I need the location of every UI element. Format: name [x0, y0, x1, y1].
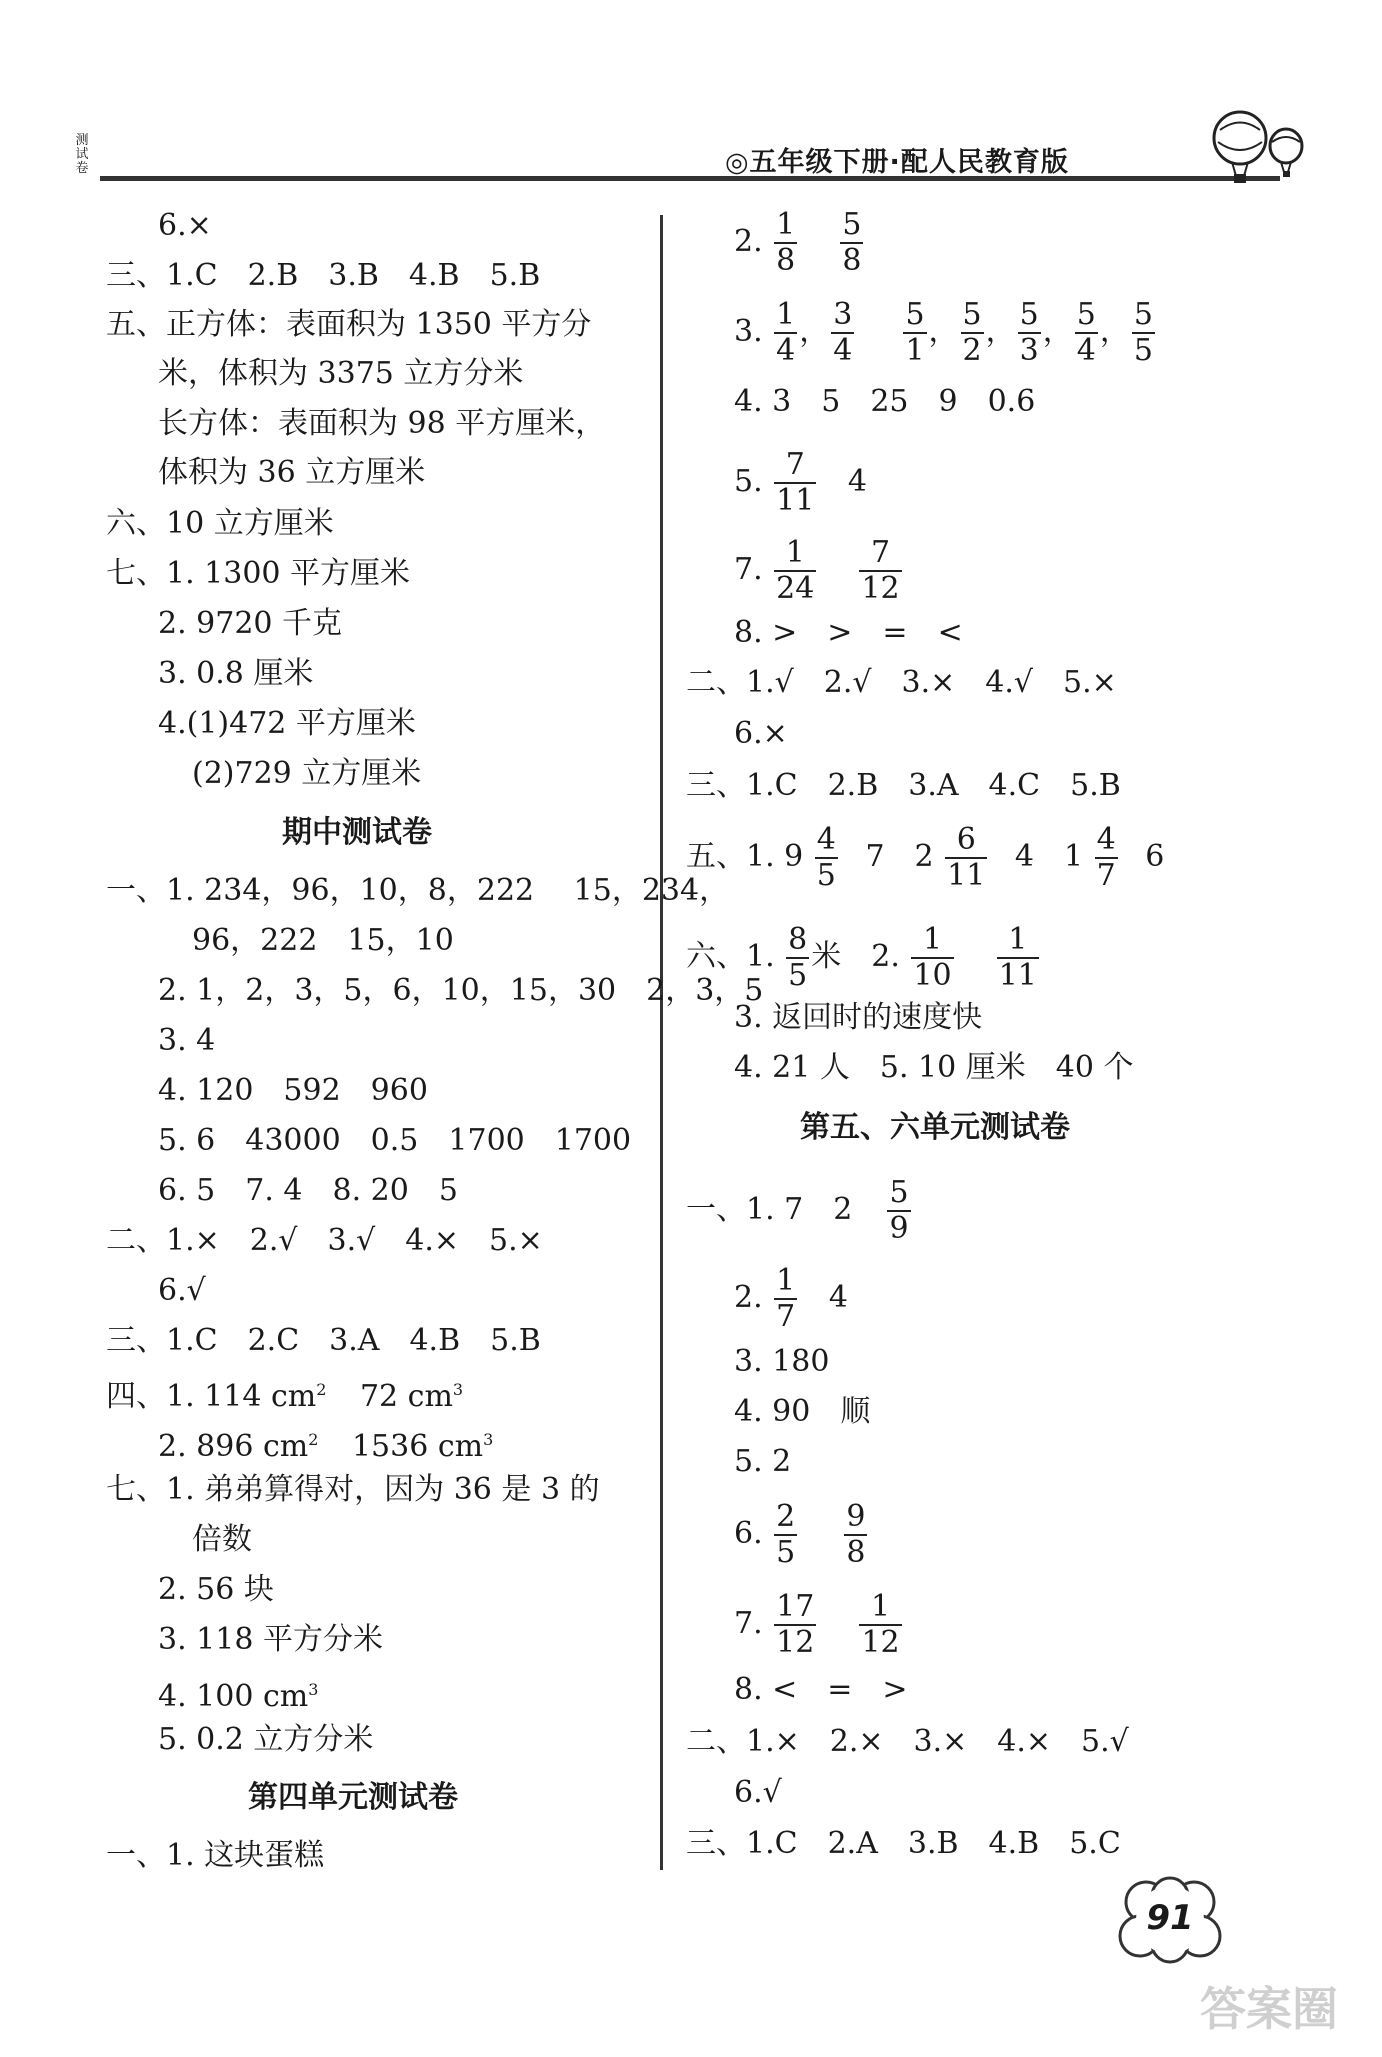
answer-line: 七、1. 1300 平方厘米 — [106, 556, 411, 591]
watermark-logo — [1200, 1975, 1370, 2045]
answer-line: 二、1.× 2.√ 3.√ 4.× 5.× — [106, 1223, 543, 1258]
answer-line: 3. 返回时的速度快 — [734, 1000, 983, 1035]
answer-line: 2. 56 块 — [158, 1572, 274, 1607]
header-title: ◎五年级下册·配人民教育版 — [725, 147, 1069, 178]
answer-line — [734, 447, 867, 518]
answer-text: 3. — [734, 314, 763, 349]
answer-line: 一、1. 234，96，10，8，222 15，234， — [106, 873, 730, 908]
answer-line: 七、1. 弟弟算得对，因为 36 是 3 的 — [106, 1472, 600, 1507]
answer-text: 4 — [847, 464, 867, 499]
answer-line — [158, 1672, 318, 1715]
answer-line: 5. 2 — [734, 1444, 792, 1479]
answer-text: 4 1 — [1014, 839, 1084, 874]
fraction: $\frac{7}{12}$ — [861, 535, 900, 606]
fraction: $\frac{7}{11}$ — [776, 447, 815, 518]
answer-line: 三、1.C 2.C 3.A 4.B 5.B — [106, 1323, 541, 1358]
fraction: $\frac{5}{8}$ — [842, 207, 862, 278]
answer-line — [686, 1175, 913, 1246]
answer-line: 一、1. 这块蛋糕 — [106, 1838, 325, 1873]
answer-line — [734, 535, 904, 606]
answer-line: 体积为 36 立方厘米 — [158, 455, 426, 490]
answer-line — [106, 1372, 463, 1415]
fraction: $\frac{3}{4}$ — [833, 297, 853, 368]
answer-line: 6.√ — [158, 1273, 206, 1308]
fraction: $\frac{5}{1}$ — [905, 297, 925, 368]
answer-line: 4. 3 5 25 9 0.6 — [734, 384, 1036, 419]
watermark-text: 答案圈 — [1200, 1982, 1338, 2036]
answer-line: 6. 5 7. 4 8. 20 5 — [158, 1173, 458, 1208]
answer-line: 二、1.√ 2.√ 3.× 4.√ 5.× — [686, 665, 1117, 700]
superscript: 2 — [316, 1380, 327, 1399]
answer-line: 倍数 — [192, 1522, 252, 1557]
answer-line — [686, 922, 1041, 993]
fraction: $\frac{17}{12}$ — [776, 1589, 815, 1660]
fraction: $\frac{5}{3}$ — [1019, 297, 1039, 368]
page-header — [70, 110, 1310, 210]
answer-line: 3. 0.8 厘米 — [158, 656, 314, 691]
fraction: $\frac{4}{5}$ — [816, 822, 836, 893]
fraction: $\frac{1}{4}$ — [776, 297, 796, 368]
answer-line: 6.× — [734, 716, 788, 751]
answer-line: 六、10 立方厘米 — [106, 506, 334, 541]
superscript: 2 — [308, 1430, 319, 1449]
column-divider — [660, 215, 663, 1870]
answer-line — [734, 1589, 904, 1660]
fraction: $\frac{5}{5}$ — [1133, 297, 1153, 368]
fraction: $\frac{5}{2}$ — [962, 297, 982, 368]
answer-line: 8. > > = < — [734, 615, 963, 650]
answer-line: 三、1.C 2.B 3.A 4.C 5.B — [686, 768, 1121, 803]
fraction: $\frac{9}{8}$ — [846, 1499, 866, 1570]
answer-line: 米，体积为 3375 立方分米 — [158, 356, 524, 391]
answer-line: 3. 4 — [158, 1023, 216, 1058]
fraction: $\frac{1}{8}$ — [776, 207, 796, 278]
answer-text: 2. — [734, 1280, 763, 1315]
superscript: 3 — [452, 1380, 464, 1399]
answer-line — [734, 207, 865, 278]
answer-line: 6.√ — [734, 1775, 782, 1810]
answer-text: 6. — [734, 1516, 763, 1551]
answer-text: 2. 896 cm — [158, 1429, 309, 1464]
answer-line: 4. 120 592 960 — [158, 1073, 428, 1108]
answer-text: 一、1. 7 2 — [686, 1192, 853, 1227]
fraction: $\frac{1}{12}$ — [861, 1589, 900, 1660]
answer-text: 六、1. — [686, 939, 775, 974]
answer-line: 长方体：表面积为 98 平方厘米， — [158, 406, 606, 441]
answer-text: 1536 cm — [351, 1429, 484, 1464]
superscript: 3 — [308, 1680, 319, 1699]
answer-text: 五、1. 9 — [686, 839, 804, 874]
answer-line: 96，222 15，10 — [192, 923, 454, 958]
section-heading-unit5-6: 第五、六单元测试卷 — [800, 1110, 1070, 1145]
answer-text: 米 2. — [811, 939, 900, 974]
answer-line: 4. 21 人 5. 10 厘米 40 个 — [734, 1050, 1134, 1085]
fraction: $\frac{1}{10}$ — [913, 922, 952, 993]
superscript: 3 — [483, 1430, 494, 1449]
answer-line: 5. 6 43000 0.5 1700 1700 — [158, 1123, 632, 1158]
answer-line: 二、1.× 2.× 3.× 4.× 5.√ — [686, 1724, 1129, 1759]
fraction: $\frac{1}{24}$ — [776, 535, 815, 606]
page-number: 91 — [1146, 1898, 1194, 1938]
fraction: $\frac{6}{11}$ — [947, 822, 986, 893]
answer-text: 4 — [828, 1280, 848, 1315]
fraction: $\frac{1}{7}$ — [776, 1263, 796, 1334]
answer-line: 4.(1)472 平方厘米 — [158, 706, 416, 741]
answer-text: 6 — [1145, 839, 1165, 874]
answer-line: 3. $\frac{1}{4}$ ， $\frac{3}{4}$ $\frac{5}{1}$ ， $\frac{5}{2}$ ， $\frac{5}{3}$ ， $\frac{5}{4}$ ， $\frac{5}{5}$ — [734, 297, 1153, 368]
fraction: $\frac{5}{4}$ — [1076, 297, 1096, 368]
header-rule — [100, 176, 1280, 181]
answer-text: 4. 100 cm — [158, 1679, 309, 1714]
fraction: $\frac{4}{7}$ — [1096, 822, 1116, 893]
section-heading-midterm: 期中测试卷 — [282, 815, 432, 850]
answer-line: 6.× — [158, 208, 212, 243]
balloons-icon — [1200, 110, 1310, 190]
answer-line: 2. 1，2，3，5，6，10，15，30 2，3，5 — [158, 973, 764, 1008]
fraction: $\frac{5}{9}$ — [889, 1175, 909, 1246]
page-number-badge — [1118, 1874, 1222, 1964]
answer-line — [158, 1422, 493, 1465]
section-heading-unit4: 第四单元测试卷 — [248, 1780, 458, 1815]
answer-text: 72 cm — [359, 1379, 453, 1414]
answer-line: 3. 118 平方分米 — [158, 1622, 383, 1657]
answer-text: 5. — [734, 464, 763, 499]
answer-line: 2. 9720 千克 — [158, 606, 343, 641]
answer-line: 三、1.C 2.A 3.B 4.B 5.C — [686, 1826, 1121, 1861]
answer-line: 8. < = > — [734, 1672, 908, 1707]
answer-text: 7. — [734, 552, 763, 587]
answer-line: (2)729 立方厘米 — [192, 756, 422, 791]
fraction: $\frac{8}{5}$ — [788, 922, 808, 993]
fraction: $\frac{2}{5}$ — [776, 1499, 796, 1570]
answer-line: 3. 180 — [734, 1344, 830, 1379]
answer-line — [686, 822, 1165, 893]
answer-text: 7 2 — [865, 839, 934, 874]
answer-line: 三、1.C 2.B 3.B 4.B 5.B — [106, 258, 541, 293]
answer-line: 5. 0.2 立方分米 — [158, 1722, 374, 1757]
fraction: $\frac{1}{11}$ — [998, 922, 1037, 993]
answer-line: 4. 90 顺 — [734, 1394, 871, 1429]
answer-text: 2. — [734, 224, 763, 259]
answer-line — [734, 1499, 869, 1570]
answer-text: 7. — [734, 1606, 763, 1641]
answer-line — [734, 1263, 848, 1334]
answer-text: 四、1. 114 cm — [106, 1379, 317, 1414]
answer-line: 五、正方体：表面积为 1350 平方分 — [106, 307, 592, 342]
header-mark: 测试卷 — [75, 133, 89, 176]
